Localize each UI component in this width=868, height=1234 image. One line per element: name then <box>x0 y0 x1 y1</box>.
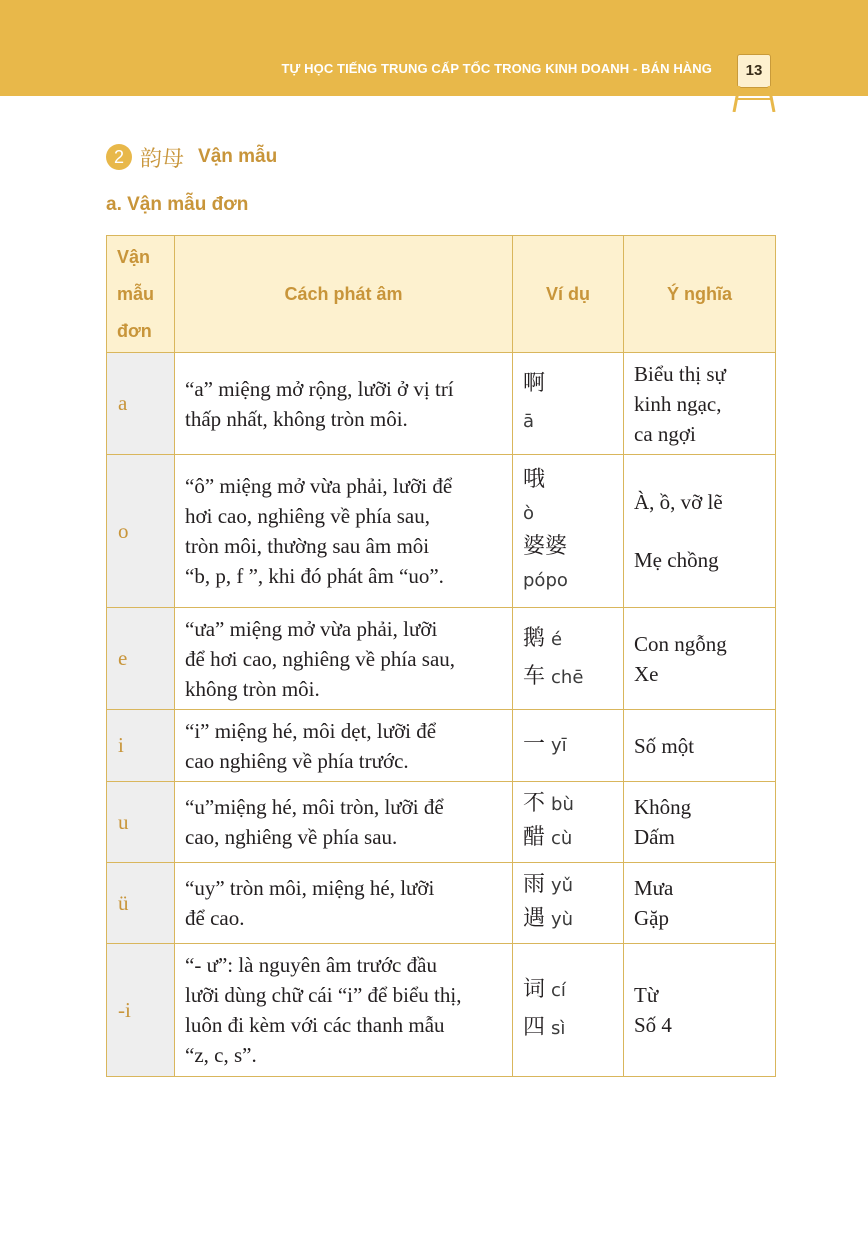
meaning-cell <box>624 863 776 944</box>
text-line: Từ <box>634 983 659 1007</box>
header-vowel <box>107 236 175 353</box>
text-line: thấp nhất, không tròn môi. <box>185 406 408 431</box>
meaning-cell <box>624 710 776 782</box>
text-line: cao, nghiêng về phía sau. <box>185 825 398 849</box>
header-example: Ví dụ <box>513 236 624 353</box>
chinese-word: 啊 <box>523 371 546 396</box>
header-vowel-line: mẫu <box>117 283 155 304</box>
chinese-word: 车 <box>523 663 546 689</box>
text-line: không tròn môi. <box>185 676 320 701</box>
chinese-word: 哦 <box>523 467 546 492</box>
text-line: Không <box>634 795 692 819</box>
section-title: Vận mẫu <box>198 146 278 167</box>
text-line: Xe <box>634 661 659 686</box>
pronunciation-cell <box>175 782 513 863</box>
table-header-row <box>107 236 776 353</box>
example-chinese <box>523 366 613 404</box>
example-cell <box>513 353 624 455</box>
example-item <box>523 903 613 937</box>
chinese-word: 一 <box>523 731 546 757</box>
section-number: 2 <box>106 144 132 170</box>
vowel-cell: a <box>107 353 175 455</box>
pinyin: é <box>551 628 563 650</box>
pinyin: yī <box>551 734 567 756</box>
chinese-word: 词 <box>523 977 546 1002</box>
pinyin: cù <box>551 828 573 849</box>
pinyin: bù <box>551 794 574 815</box>
pinyin: ò <box>523 503 535 524</box>
text-line: Mẹ chồng <box>634 548 719 572</box>
table-row <box>107 353 776 455</box>
pronunciation-cell <box>175 944 513 1077</box>
text-line: “i” miệng hé, môi dẹt, lưỡi để <box>185 718 437 743</box>
example-cell <box>513 944 624 1077</box>
pinyin: sì <box>551 1018 566 1039</box>
header-vowel-line: Vận <box>117 246 151 267</box>
table-row <box>107 608 776 710</box>
pinyin: yǔ <box>551 875 574 896</box>
vowel-cell: u <box>107 782 175 863</box>
subsection-title: a. Vận mẫu đơn <box>106 194 249 215</box>
chinese-word: 四 <box>523 1015 546 1040</box>
spacer <box>634 517 765 545</box>
meaning-cell <box>624 455 776 608</box>
table-row <box>107 863 776 944</box>
vowel-cell: -i <box>107 944 175 1077</box>
pronunciation-cell <box>175 608 513 710</box>
pronunciation-cell <box>175 353 513 455</box>
book-title: TỰ HỌC TIẾNG TRUNG CẤP TỐC TRONG KINH DOANH - BÁN HÀNG <box>281 61 712 76</box>
header-pronunciation: Cách phát âm <box>175 236 513 353</box>
text-line: “b, p, f ”, khi đó phát âm “uo”. <box>185 564 444 588</box>
pinyin: ā <box>523 411 535 432</box>
pinyin: yù <box>551 909 574 930</box>
text-line: Biểu thị sự <box>634 361 726 386</box>
text-line: để cao. <box>185 906 245 930</box>
example-pinyin <box>523 498 613 531</box>
text-line: lưỡi dùng chữ cái “i” để biểu thị, <box>185 983 462 1007</box>
text-line: ca ngợi <box>634 421 696 446</box>
text-line: “z, c, s”. <box>185 1043 257 1067</box>
easel-stand-icon <box>731 86 777 112</box>
chinese-word: 醋 <box>523 825 546 850</box>
text-line: hơi cao, nghiêng về phía sau, <box>185 504 430 528</box>
text-line: Mưa <box>634 876 674 900</box>
text-line: “ô” miệng mở vừa phải, lưỡi để <box>185 474 453 498</box>
vowel-cell: e <box>107 608 175 710</box>
text-line: Dấm <box>634 825 675 849</box>
table-row <box>107 944 776 1077</box>
vowel-cell: i <box>107 710 175 782</box>
example-item <box>523 788 613 822</box>
vowel-cell: o <box>107 455 175 608</box>
example-item <box>523 621 613 659</box>
example-item <box>523 869 613 903</box>
text-line: “uy” tròn môi, miệng hé, lưỡi <box>185 876 435 900</box>
page-number: 13 <box>737 54 771 88</box>
text-line: kinh ngạc, <box>634 391 722 416</box>
example-chinese <box>523 464 613 498</box>
chinese-word: 雨 <box>523 872 546 897</box>
chinese-word: 遇 <box>523 906 546 931</box>
example-pinyin <box>523 404 613 441</box>
text-line: Số một <box>634 733 695 758</box>
section-heading <box>106 140 277 174</box>
meaning-cell <box>624 944 776 1077</box>
section-chinese-title: 韵母 <box>140 146 185 172</box>
pronunciation-cell <box>175 455 513 608</box>
example-cell <box>513 863 624 944</box>
vowel-cell: ü <box>107 863 175 944</box>
chinese-word: 不 <box>523 791 546 816</box>
example-cell <box>513 710 624 782</box>
text-line: Gặp <box>634 906 669 930</box>
meaning-cell <box>624 782 776 863</box>
meaning-cell <box>624 353 776 455</box>
table-row <box>107 455 776 608</box>
text-line: Số 4 <box>634 1013 672 1037</box>
text-line: luôn đi kèm với các thanh mẫu <box>185 1013 445 1037</box>
text-line: “u”miệng hé, môi tròn, lưỡi để <box>185 795 444 819</box>
pinyin: pópo <box>523 570 568 591</box>
example-chinese <box>523 531 613 565</box>
example-item <box>523 659 613 697</box>
text-line: “ưa” miệng mở vừa phải, lưỡi <box>185 616 438 641</box>
table-row <box>107 710 776 782</box>
pinyin: chē <box>551 666 584 688</box>
example-cell <box>513 782 624 863</box>
example-item <box>523 727 613 765</box>
text-line: cao nghiêng về phía trước. <box>185 748 409 773</box>
example-item <box>523 822 613 856</box>
pronunciation-cell <box>175 710 513 782</box>
table-row <box>107 782 776 863</box>
header-meaning: Ý nghĩa <box>624 236 776 353</box>
meaning-cell <box>624 608 776 710</box>
chinese-word: 鹅 <box>523 625 546 651</box>
example-pinyin <box>523 565 613 598</box>
text-line: tròn môi, thường sau âm môi <box>185 534 430 558</box>
pinyin: cí <box>551 980 566 1001</box>
text-line: Con ngỗng <box>634 631 727 656</box>
text-line: À, ồ, vỡ lẽ <box>634 490 723 514</box>
example-cell <box>513 608 624 710</box>
text-line: “a” miệng mở rộng, lưỡi ở vị trí <box>185 376 454 401</box>
example-item <box>523 972 613 1010</box>
text-line: “- ư”: là nguyên âm trước đầu <box>185 953 437 977</box>
chinese-word: 婆婆 <box>523 534 568 559</box>
text-line: để hơi cao, nghiêng về phía sau, <box>185 646 456 671</box>
simple-vowels-table <box>106 235 776 1077</box>
example-item <box>523 1010 613 1048</box>
example-cell <box>513 455 624 608</box>
header-vowel-line: đơn <box>117 320 152 341</box>
pronunciation-cell <box>175 863 513 944</box>
